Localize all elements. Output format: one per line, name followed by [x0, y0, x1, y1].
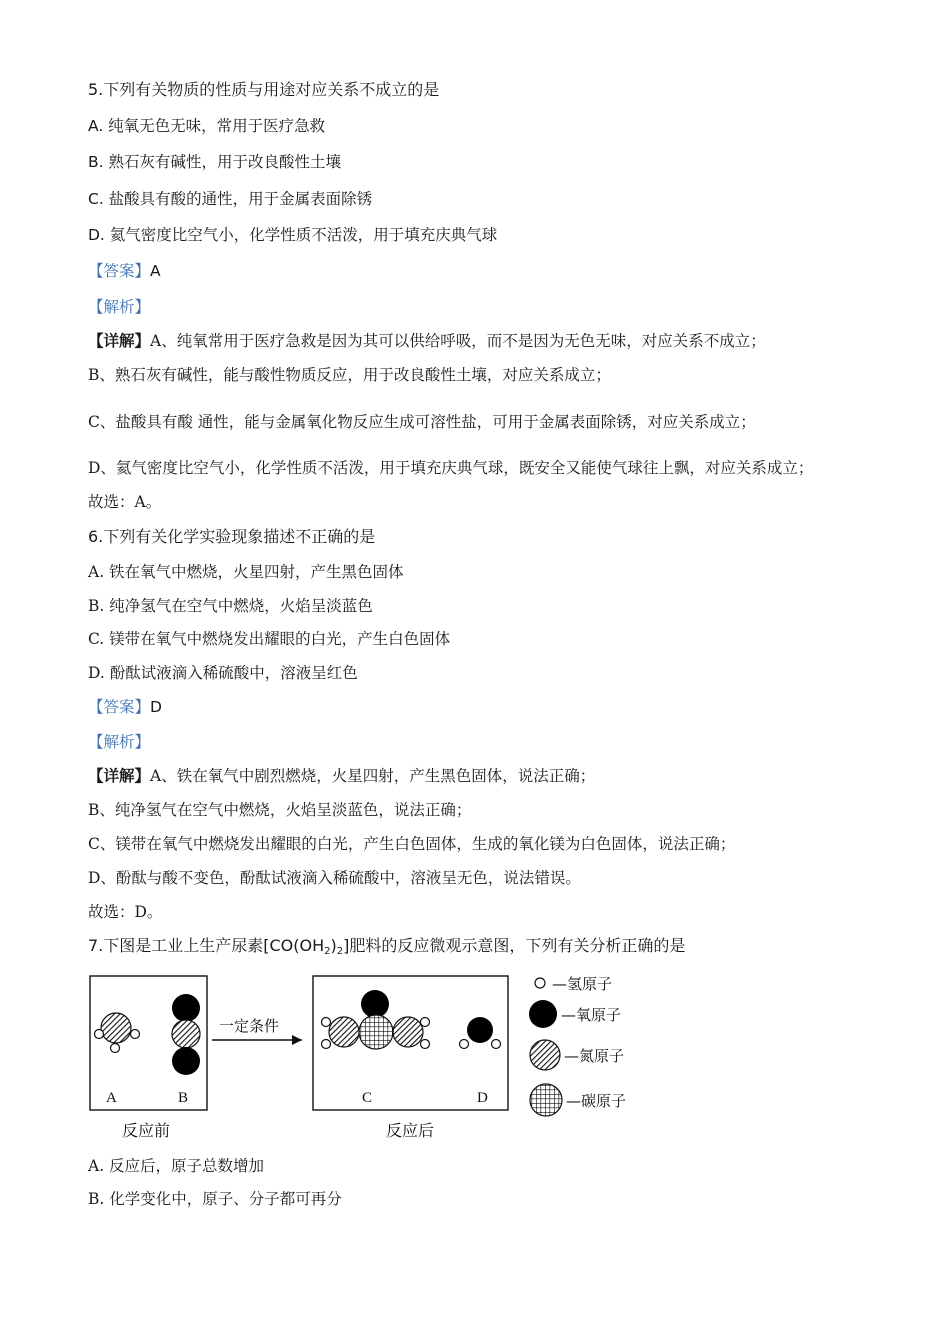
- hydrogen-atom: [111, 1044, 120, 1053]
- q5-detail-d: D、氦气密度比空气小，化学性质不活泼，用于填充庆典气球，既安全又能使气球往上飘，对应关系成立；: [88, 459, 814, 477]
- legend-oxygen: —氧原子: [561, 1006, 622, 1024]
- q7-option-b: B. 化学变化中，原子、分子都可再分: [88, 1190, 342, 1208]
- detail-tag: 【详解】: [88, 331, 151, 350]
- legend-carbon: —碳原子: [566, 1092, 627, 1110]
- caption-after: 反应后: [386, 1121, 435, 1140]
- arrow-head-icon: [292, 1035, 302, 1045]
- q7-option-a: A. 反应后，原子总数增加: [88, 1157, 265, 1175]
- molecule-b: [172, 994, 200, 1075]
- oxygen-atom-icon: [529, 1000, 557, 1028]
- hydrogen-atom-icon: [535, 978, 545, 988]
- q6-detail-d: D、酚酞与酸不变色，酚酞试液滴入稀硫酸中，溶液呈无色，说法错误。: [88, 869, 581, 887]
- q5-stem: 5.下列有关物质的性质与用途对应关系不成立的是: [88, 80, 440, 99]
- q6-option-a: A. 铁在氧气中燃烧，火星四射，产生黑色固体: [88, 563, 404, 581]
- nitrogen-atom-icon: [530, 1040, 560, 1070]
- nitrogen-atom: [393, 1017, 423, 1047]
- q6-detail-c: C、镁带在氧气中燃烧发出耀眼的白光，产生白色固体，生成的氧化镁为白色固体，说法正确；: [88, 835, 736, 853]
- oxygen-atom: [467, 1017, 493, 1043]
- nitrogen-atom: [172, 1020, 200, 1048]
- molecule-d: [460, 1017, 501, 1049]
- legend: [529, 975, 626, 1116]
- q6-answer: [88, 697, 162, 717]
- hydrogen-atom: [131, 1030, 140, 1039]
- arrow-label: 一定条件: [219, 1017, 280, 1035]
- q5-option-d: D. 氦气密度比空气小，化学性质不活泼，用于填充庆典气球: [88, 226, 498, 244]
- hydrogen-atom: [492, 1040, 501, 1049]
- label-b: B: [178, 1090, 189, 1106]
- q6-detail-a: 【详解】A、铁在氧气中剧烈燃烧，火星四射，产生黑色固体，说法正确；: [88, 766, 596, 785]
- q6-option-d: D. 酚酞试液滴入稀硫酸中，溶液呈红色: [88, 664, 358, 682]
- q6-option-b: B. 纯净氢气在空气中燃烧，火焰呈淡蓝色: [88, 597, 373, 615]
- hydrogen-atom: [322, 1018, 331, 1027]
- q5-analysis-tag: 【解析】: [88, 298, 151, 316]
- q6-stem: 6.下列有关化学实验现象描述不正确的是: [88, 527, 376, 546]
- hydrogen-atom: [421, 1040, 430, 1049]
- q6-detail-b: B、纯净氢气在空气中燃烧，火焰呈淡蓝色，说法正确；: [88, 801, 472, 819]
- q5-detail-b: B、熟石灰有碱性，能与酸性物质反应，用于改良酸性土壤，对应关系成立；: [88, 366, 611, 384]
- q6-analysis-tag: 【解析】: [88, 733, 151, 751]
- answer-value: D: [150, 698, 162, 716]
- molecule-a: [95, 1013, 140, 1053]
- nitrogen-atom: [101, 1013, 131, 1043]
- hydrogen-atom: [460, 1040, 469, 1049]
- carbon-atom: [359, 1015, 393, 1049]
- label-c: C: [362, 1090, 373, 1106]
- q6-conclusion: 故选：D。: [88, 903, 163, 921]
- label-a: A: [106, 1090, 117, 1106]
- q5-option-a: A. 纯氧无色无味，常用于医疗急救: [88, 117, 326, 135]
- answer-tag: 【答案】: [88, 262, 151, 280]
- q7-stem: 7.下图是工业上生产尿素$[CO(OH_2)_2]$肥料的反应微观示意图，下列有关分析正确的是: [88, 936, 686, 957]
- hydrogen-atom: [421, 1018, 430, 1027]
- q5-detail-c: C、盐酸具有酸 通性，能与金属氧化物反应生成可溶性盐，可用于金属表面除锈，对应关系成立；: [88, 413, 756, 431]
- label-d: D: [477, 1090, 488, 1106]
- q5-answer: [88, 261, 161, 281]
- legend-nitrogen: —氮原子: [564, 1047, 625, 1065]
- reaction-diagram: [86, 968, 666, 1148]
- hydrogen-atom: [322, 1040, 331, 1049]
- q5-conclusion: 故选：A。: [88, 493, 162, 511]
- answer-value: A: [150, 262, 161, 280]
- answer-tag: 【答案】: [88, 698, 151, 716]
- q6-option-c: C. 镁带在氧气中燃烧发出耀眼的白光，产生白色固体: [88, 630, 451, 648]
- oxygen-atom: [172, 994, 200, 1022]
- detail-tag: 【详解】: [88, 766, 151, 785]
- q5-option-c: C. 盐酸具有酸的通性，用于金属表面除锈: [88, 190, 373, 208]
- caption-before: 反应前: [122, 1121, 171, 1140]
- oxygen-atom: [361, 990, 389, 1018]
- molecule-c: [322, 990, 430, 1049]
- oxygen-atom: [172, 1047, 200, 1075]
- hydrogen-atom: [95, 1030, 104, 1039]
- q5-option-b: B. 熟石灰有碱性，用于改良酸性土壤: [88, 153, 341, 171]
- q5-detail-a: 【详解】A、纯氧常用于医疗急救是因为其可以供给呼吸，而不是因为无色无味，对应关系不成立；: [88, 331, 766, 350]
- legend-hydrogen: —氢原子: [552, 975, 613, 993]
- nitrogen-atom: [329, 1017, 359, 1047]
- carbon-atom-icon: [530, 1084, 562, 1116]
